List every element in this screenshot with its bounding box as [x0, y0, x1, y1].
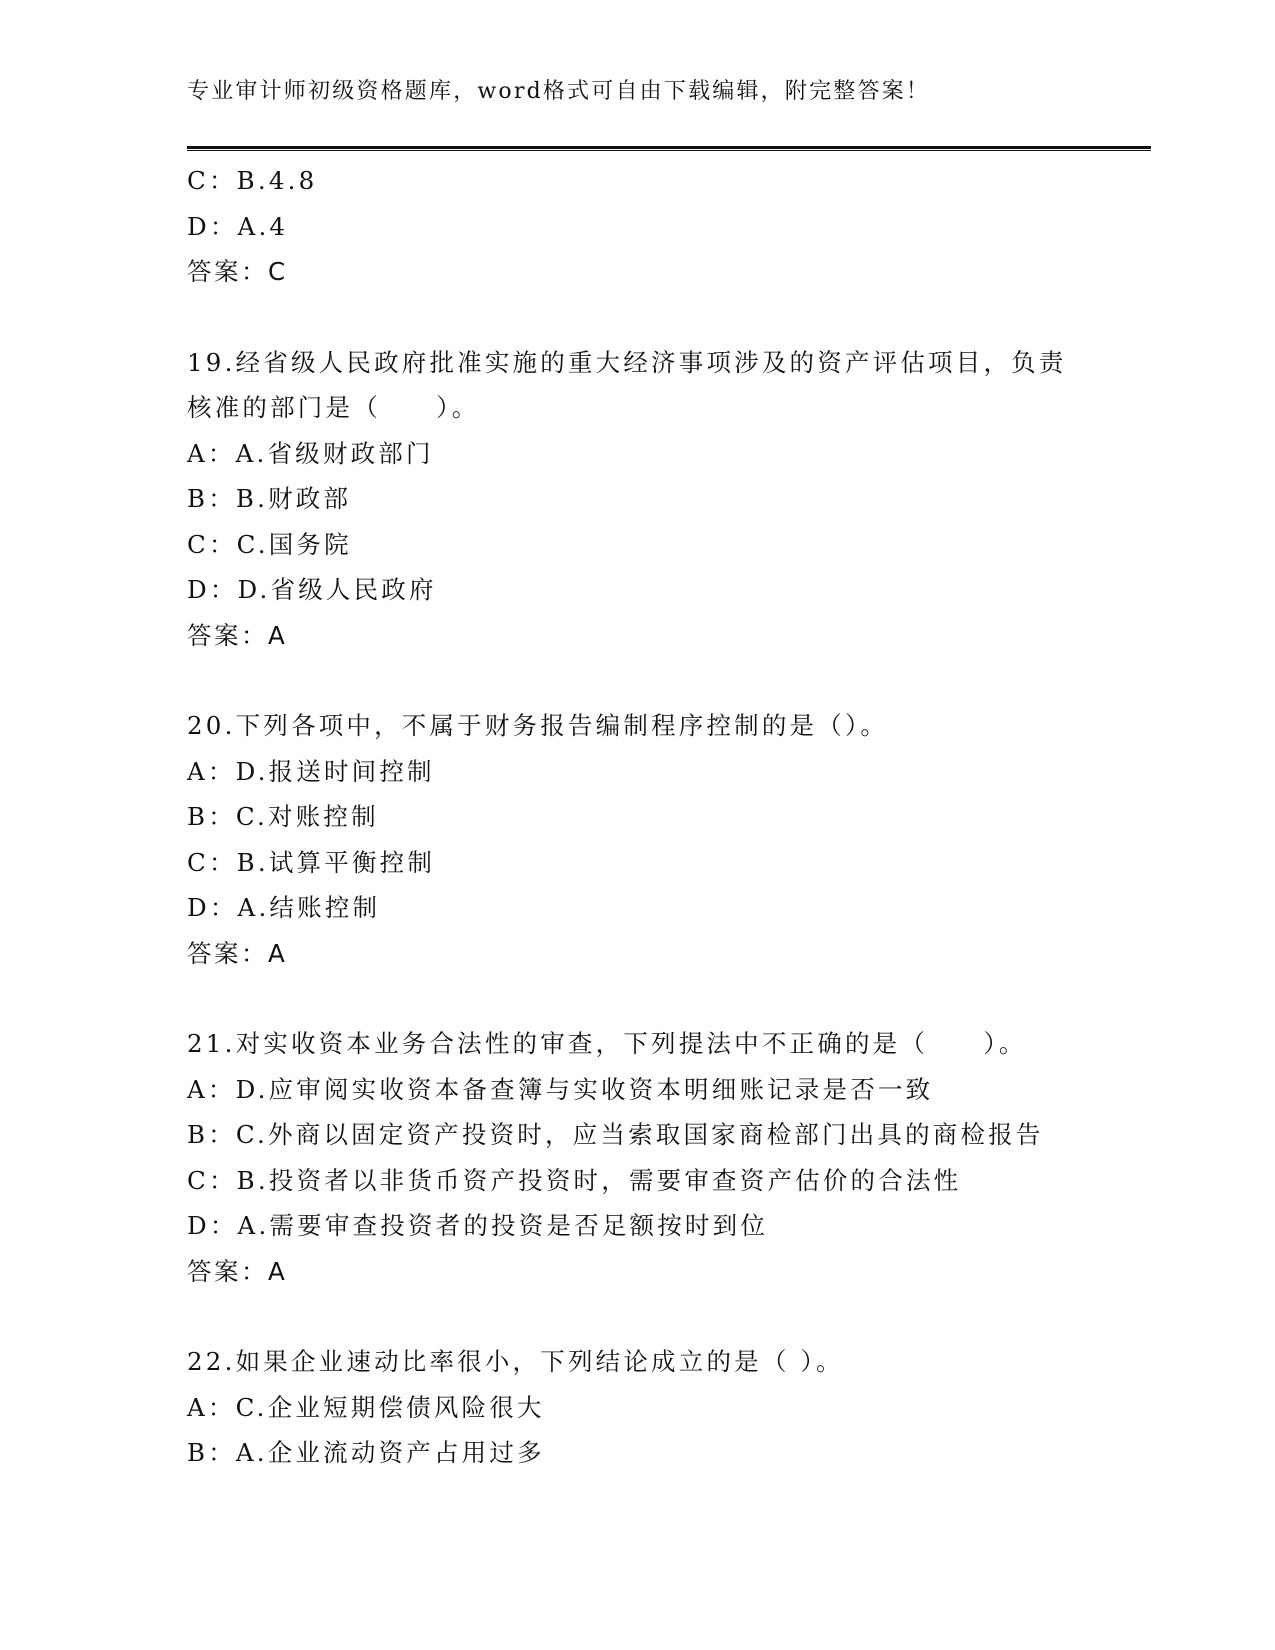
- option-a: [187, 1067, 1137, 1113]
- option-c: [187, 1158, 1137, 1204]
- answer-line: [187, 249, 1137, 295]
- option-label: A：: [187, 1392, 236, 1422]
- option-label: C：: [187, 1165, 237, 1195]
- option-c: [187, 840, 1137, 886]
- answer-value: C: [268, 257, 288, 286]
- question-title: 21.对实收资本业务合法性的审查，下列提法中不正确的是（ ）。: [187, 1029, 1027, 1058]
- option-d: [187, 204, 1137, 250]
- option-label: B：: [187, 1120, 236, 1149]
- option-label: D：: [187, 211, 238, 241]
- option-a: [187, 749, 1137, 795]
- option-text: A.省级财政部门: [235, 438, 434, 468]
- question-title: 19.经省级人民政府批准实施的重大经济事项涉及的资产评估项目，负责核准的部门是（ ）。: [187, 347, 1067, 422]
- answer-label: 答案：: [187, 257, 268, 286]
- option-c: [187, 158, 1137, 204]
- option-text: B.财政部: [235, 484, 352, 513]
- question-21: [187, 1021, 1137, 1294]
- option-c: [187, 522, 1137, 568]
- option-text: A.企业流动资产占用过多: [235, 1438, 545, 1467]
- continued-question: [187, 158, 1137, 295]
- option-label: C：: [187, 847, 237, 877]
- option-text: A.4: [237, 211, 289, 241]
- answer-line: [187, 931, 1137, 977]
- header-divider: [187, 146, 1151, 151]
- option-label: D：: [187, 1211, 238, 1240]
- option-label: A：: [187, 438, 236, 468]
- option-label: D：: [187, 893, 238, 922]
- answer-value: A: [268, 1256, 288, 1286]
- option-label: C：: [187, 166, 237, 195]
- option-text: C.对账控制: [235, 802, 379, 831]
- option-text: B.4.8: [236, 166, 318, 195]
- answer-line: [187, 1249, 1137, 1295]
- question-20: [187, 703, 1137, 976]
- answer-value: A: [268, 620, 288, 650]
- option-a: [187, 431, 1137, 477]
- option-text: B.投资者以非货币资产投资时，需要审查资产估价的合法性: [236, 1165, 962, 1195]
- option-text: C.企业短期偿债风险很大: [235, 1392, 545, 1422]
- option-label: B：: [187, 1438, 236, 1467]
- option-label: A：: [187, 1074, 236, 1104]
- question-title: 20.下列各项中，不属于财务报告编制程序控制的是（）。: [187, 711, 889, 740]
- question-title: 22.如果企业速动比率很小，下列结论成立的是（ ）。: [187, 1347, 844, 1376]
- page-header: 专业审计师初级资格题库，word格式可自由下载编辑，附完整答案！: [187, 79, 931, 104]
- document-body: [187, 158, 1137, 1476]
- option-text: A.需要审查投资者的投资是否足额按时到位: [237, 1211, 769, 1240]
- option-text: C.外商以固定资产投资时，应当索取国家商检部门出具的商检报告: [235, 1120, 1044, 1149]
- option-label: D：: [187, 575, 238, 604]
- option-label: A：: [187, 756, 236, 786]
- option-text: D.应审阅实收资本备查簿与实收资本明细账记录是否一致: [235, 1074, 934, 1104]
- option-b: [187, 794, 1137, 840]
- option-b: [187, 1430, 1137, 1476]
- option-text: D.省级人民政府: [237, 575, 437, 604]
- question-19: [187, 340, 1137, 659]
- answer-label: 答案：: [187, 938, 268, 968]
- option-d: [187, 1203, 1137, 1249]
- option-b: [187, 476, 1137, 522]
- option-label: C：: [187, 529, 237, 559]
- option-d: [187, 885, 1137, 931]
- option-b: [187, 1112, 1137, 1158]
- option-a: [187, 1385, 1137, 1431]
- answer-value: A: [268, 938, 288, 968]
- option-text: C.国务院: [236, 529, 352, 559]
- answer-label: 答案：: [187, 620, 268, 650]
- question-22: [187, 1339, 1137, 1476]
- answer-line: [187, 613, 1137, 659]
- option-text: B.试算平衡控制: [236, 847, 436, 877]
- option-d: [187, 567, 1137, 613]
- answer-label: 答案：: [187, 1256, 268, 1286]
- option-label: B：: [187, 802, 236, 831]
- option-text: A.结账控制: [237, 893, 381, 922]
- option-text: D.报送时间控制: [235, 756, 435, 786]
- option-label: B：: [187, 484, 236, 513]
